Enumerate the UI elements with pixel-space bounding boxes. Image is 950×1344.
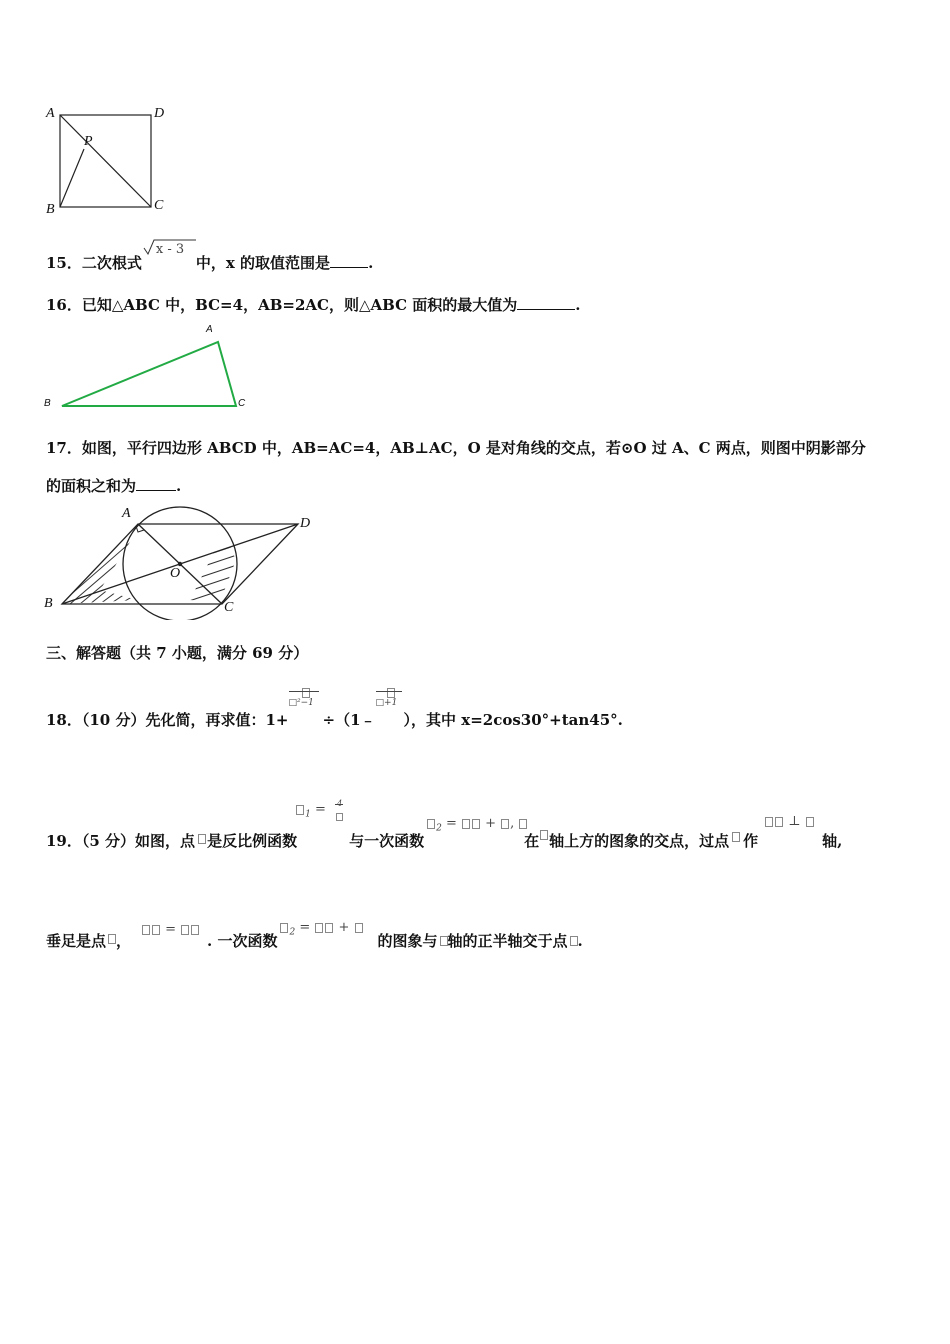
q18-close: ），其中 x=2cos30°+tan45°. xyxy=(403,711,623,729)
fraction-2-denominator: □+1 xyxy=(375,698,398,708)
question-number: 16． xyxy=(46,296,82,314)
q19-part-g: 轴, xyxy=(822,832,843,850)
triangle-outline xyxy=(62,342,236,406)
question-17-line-1 xyxy=(46,438,866,458)
parallelogram-diagram xyxy=(40,504,330,620)
fraction-numerator: 4 xyxy=(337,799,343,808)
label-c: C xyxy=(238,398,246,409)
question-17-line-2 xyxy=(46,476,181,496)
segment-bp xyxy=(60,149,84,207)
question-number: 19． xyxy=(46,832,82,850)
q15-prefix: 二次根式 xyxy=(81,254,142,272)
q19-line2-e: 轴的正半轴交于点 xyxy=(447,932,568,950)
q18-one-plus: 1+ xyxy=(265,711,289,729)
question-19-line-1 xyxy=(46,799,843,851)
label-c: C xyxy=(224,600,234,615)
q19-line2-a: 垂足是点 xyxy=(46,932,107,950)
label-p: P xyxy=(84,134,93,149)
fraction-2 xyxy=(375,698,404,725)
q19-line2-b: ， xyxy=(116,932,132,950)
q19-part-e: 轴上方的图象的交点，过点 xyxy=(549,832,730,850)
question-number: 15． xyxy=(46,254,82,272)
question-16 xyxy=(46,295,581,315)
q19-part-d: 在 xyxy=(524,832,540,850)
score: （5 分） xyxy=(81,832,136,850)
question-number: 17． xyxy=(46,439,82,457)
equation-y2: $_2$ = + , xyxy=(424,826,524,846)
label-d: D xyxy=(300,516,311,531)
q19-part-c: 与一次函数 xyxy=(349,832,425,850)
section-3-title: 三、解答题（共 7 小题，满分 69 分） xyxy=(46,644,309,662)
q16-text: 已知△ABC 中，BC=4，AB=2AC，则△ABC 面积的最大值为 xyxy=(81,296,518,314)
q15-suffix: 中，x 的取值范围是 xyxy=(195,254,331,272)
radicand: x - 3 xyxy=(155,242,185,257)
figure-triangle-abc xyxy=(40,322,260,414)
figure-square-abcd xyxy=(40,100,180,220)
answer-blank[interactable] xyxy=(136,476,176,491)
label-b: B xyxy=(46,202,55,217)
label-b: B xyxy=(44,596,53,611)
answer-blank[interactable] xyxy=(330,253,368,268)
label-a: A xyxy=(122,506,131,521)
q19-line2-d: 的图象与 xyxy=(377,932,438,950)
question-15 xyxy=(46,242,374,273)
equation-y1: $_1$ = 4 xyxy=(297,826,349,846)
triangle-diagram xyxy=(40,322,260,414)
sqrt-expression xyxy=(142,242,196,268)
perpendicular-expression: ⊥ xyxy=(758,826,822,846)
q15-end: . xyxy=(368,254,374,272)
q19-line2-f: . xyxy=(577,932,583,950)
figure-parallelogram-circle xyxy=(40,504,330,620)
q18-divide: ÷（1﹣ xyxy=(322,711,376,729)
question-number: 18． xyxy=(46,711,82,729)
q17-end: . xyxy=(176,477,182,495)
score: （10 分） xyxy=(81,711,146,729)
label-c: C xyxy=(154,198,164,213)
equation-y2-repeat: $_2$ = + xyxy=(277,926,377,946)
fraction-1 xyxy=(288,698,323,725)
q19-line2-c: . 一次函数 xyxy=(207,932,278,950)
label-a: A xyxy=(46,106,55,121)
label-a: A xyxy=(206,324,213,335)
label-o: O xyxy=(170,566,181,581)
equality-expression: = xyxy=(131,926,207,946)
diagonal-ac xyxy=(60,115,151,207)
q19-part-f: 作 xyxy=(743,832,759,850)
q16-end: . xyxy=(575,296,581,314)
label-b: B xyxy=(44,398,51,409)
question-19-line-2 xyxy=(46,920,583,951)
answer-blank[interactable] xyxy=(517,295,575,310)
label-d: D xyxy=(154,106,165,121)
fraction-1-denominator: □²−1 xyxy=(288,698,314,708)
q17-line2: 的面积之和为 xyxy=(46,477,137,495)
question-18 xyxy=(46,698,623,730)
q17-line1: 如图，平行四边形 ABCD 中，AB=AC=4，AB⊥AC，O 是对角线的交点，若⊙O 过 A、C 两点，则图中阴影部分 xyxy=(81,439,866,457)
q18-text: 先化简，再求值： xyxy=(145,711,266,729)
q19-part-a: 如图，点 xyxy=(135,832,196,850)
q19-part-b: 是反比例函数 xyxy=(207,832,298,850)
